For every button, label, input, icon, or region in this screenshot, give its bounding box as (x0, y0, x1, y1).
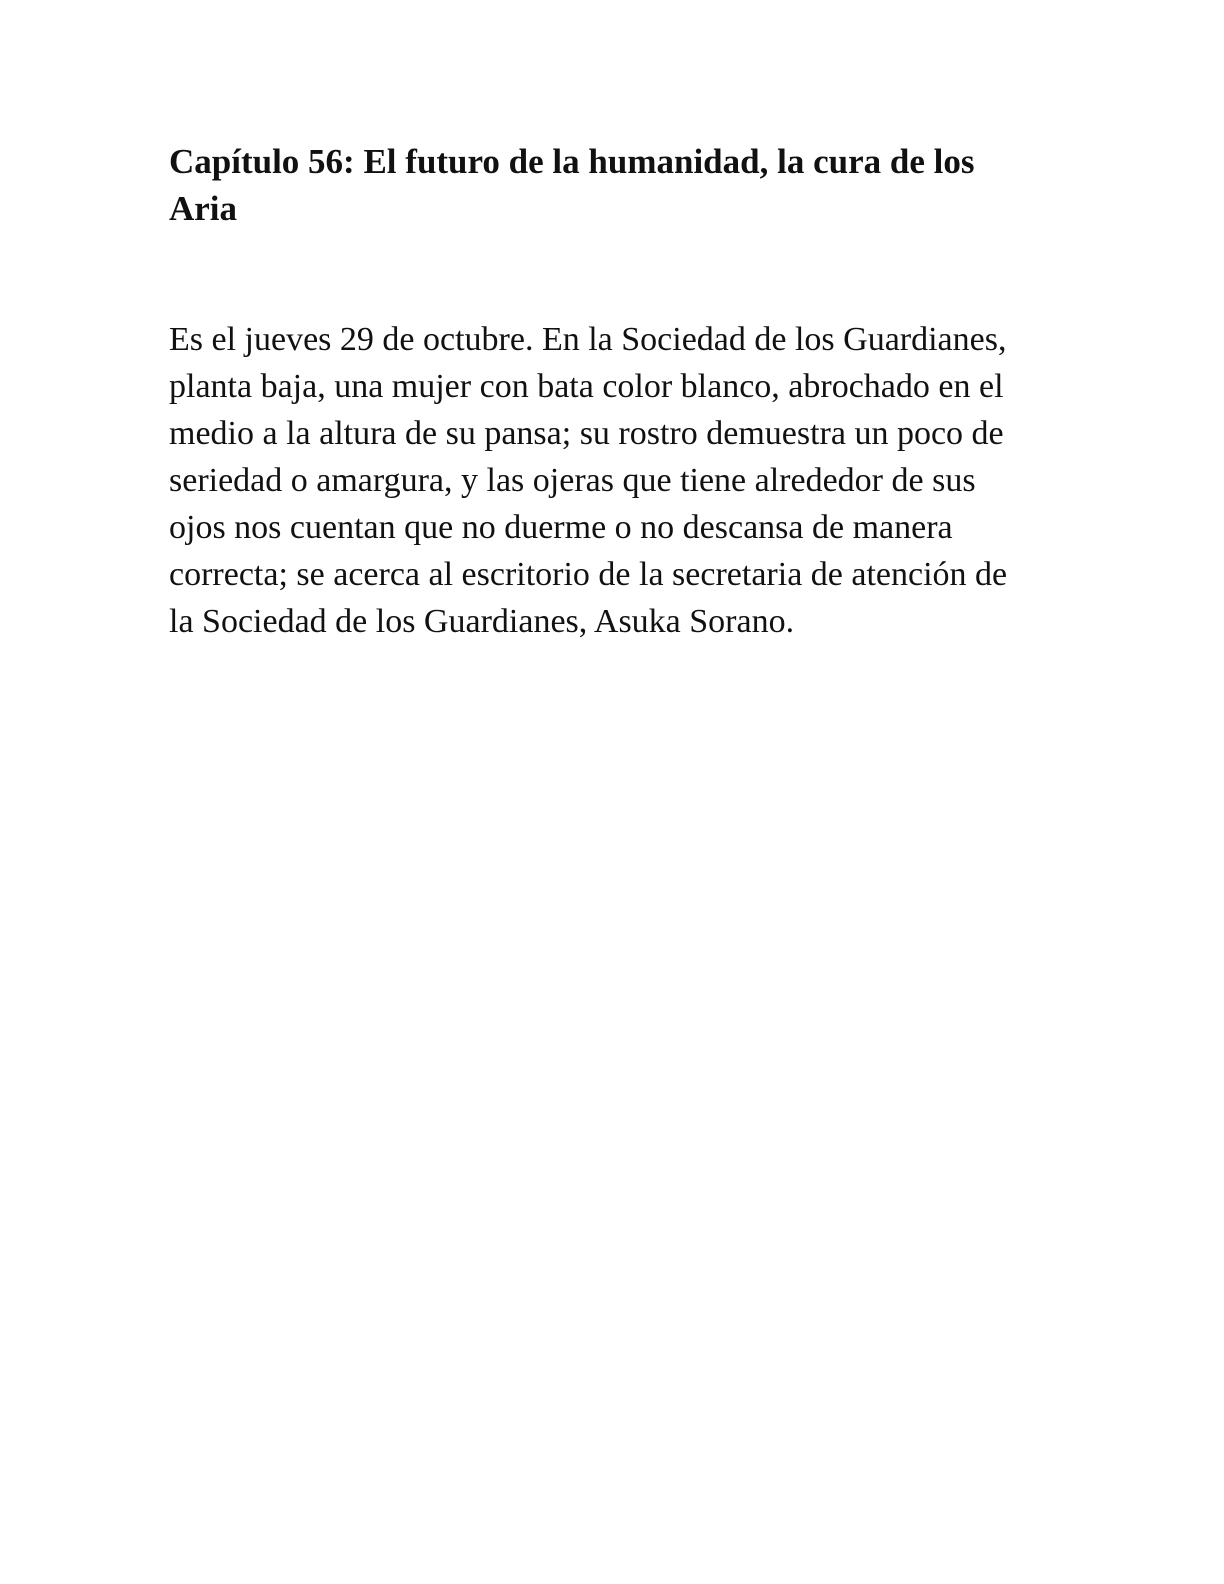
body-paragraph: Es el jueves 29 de octubre. En la Sociedad de los Guardianes, planta baja, una mujer con bata color blanco, abrochado en el medio a la altura de su pansa; su rostro demuestra un poco de seriedad o amargura, y las ojeras que tiene alrededor de sus ojos nos cuentan que no duerme o no descansa de manera correcta; se acerca al escritorio de la secretaria de atención de la Sociedad de los Guardianes, Asuka Sorano. (169, 321, 1008, 640)
chapter-title: Capítulo 56: El futuro de la humanidad, la cura de los Aria (169, 142, 975, 228)
document-content (169, 138, 1039, 645)
